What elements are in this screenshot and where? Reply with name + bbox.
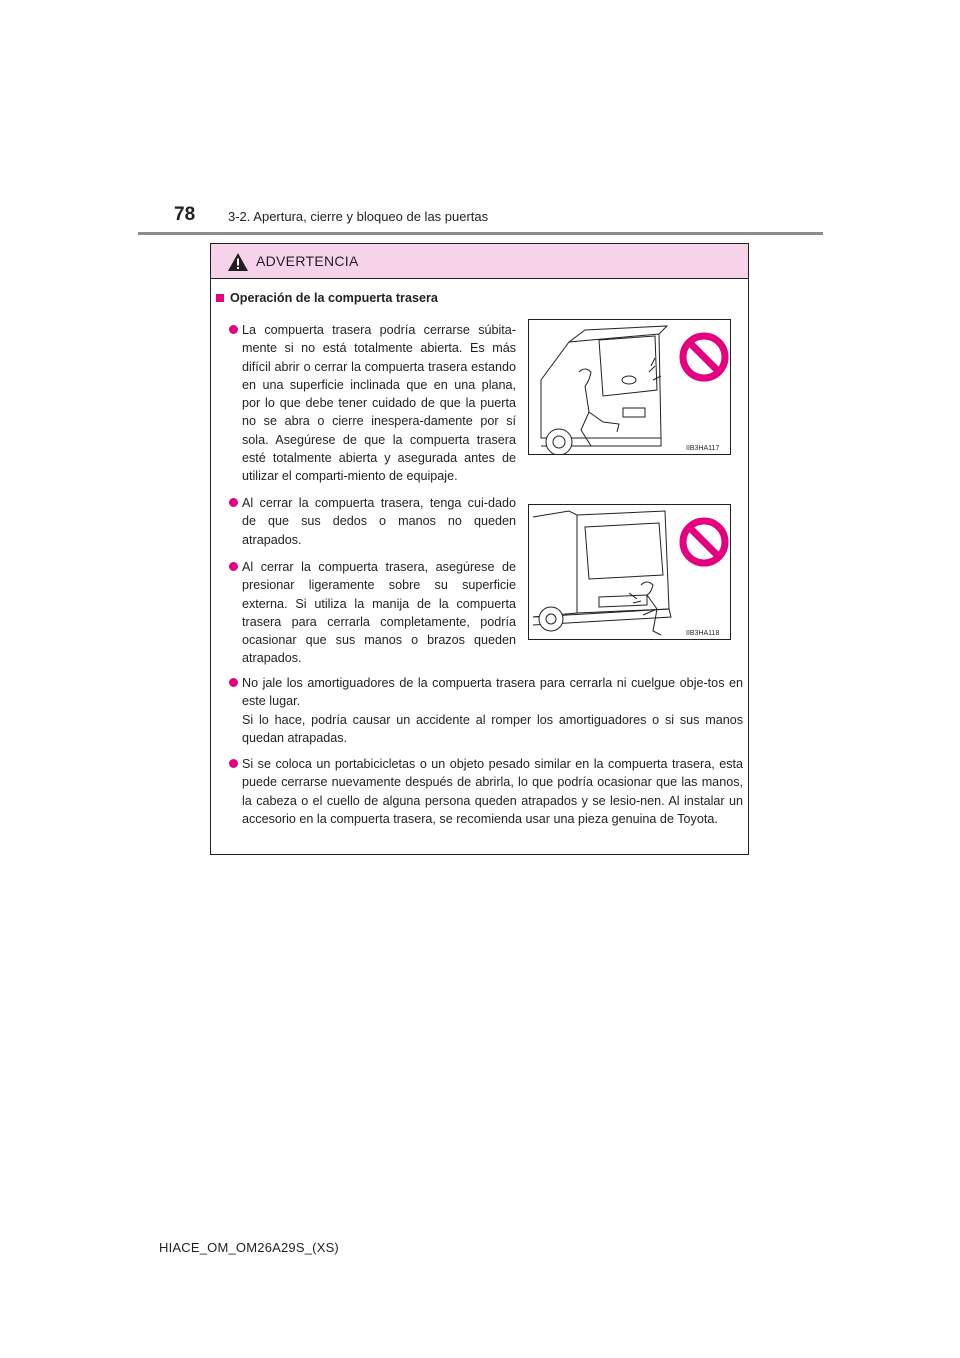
- warning-item-text: Si se coloca un portabicicletas o un objeto pesado similar en la compuerta trasera, esta puede cerrarse nuevamente después de abrirla, lo que podría ocasionar que las manos, la cabeza o el cuello de alguna persona queden atrapados y se lesio-nen. Al instalar un accesorio en la compuerta trasera, se recomienda usar una pieza genuina de Toyota.: [242, 757, 743, 826]
- figure-1: [528, 319, 731, 455]
- warning-subheading: [216, 291, 438, 305]
- warning-item-text-continued: Si lo hace, podría causar un accidente al romper los amortiguadores o si sus manos quedan atrapadas.: [242, 712, 743, 745]
- bullet-dot-icon: [229, 498, 238, 507]
- warning-item-text: No jale los amortiguadores de la compuerta trasera para cerrarla ni cuelgue obje-tos en este lugar.: [242, 676, 743, 709]
- warning-item-5: [242, 755, 743, 828]
- warning-item-4: [242, 674, 743, 747]
- warning-box: [210, 243, 749, 855]
- figure-2-code: IIB3HA118: [686, 630, 720, 637]
- page-number: 78: [174, 204, 196, 225]
- square-bullet-icon: [216, 294, 224, 302]
- bullet-dot-icon: [229, 325, 238, 334]
- prohibition-icon: [679, 517, 729, 567]
- figure-1-code: IIB3HA117: [686, 445, 720, 452]
- warning-item-text: Al cerrar la compuerta trasera, tenga cui-dado de que sus dedos o manos no queden atrapados.: [242, 496, 516, 547]
- figure-2: [528, 504, 731, 640]
- bullet-dot-icon: [229, 759, 238, 768]
- warning-item-3: [242, 558, 516, 668]
- bullet-dot-icon: [229, 678, 238, 687]
- warning-header: [211, 244, 748, 279]
- document-id-footer: HIACE_OM_OM26A29S_(XS): [159, 1240, 339, 1255]
- warning-item-2: [242, 494, 516, 549]
- warning-title: ADVERTENCIA: [256, 253, 359, 269]
- warning-item-text: La compuerta trasera podría cerrarse súbita-mente si no está totalmente abierta. Es más difícil abrir o cerrar la compuerta trasera estando en una superficie inclinada que en una plana, por lo que debe tener cuidado de que la puerta no se abra o cierre inespera-damente por sí sola. Asegúrese de que la compuerta trasera esté totalmente abierta y asegurada antes de utilizar el comparti-miento de equipaje.: [242, 323, 516, 484]
- subheading-text: Operación de la compuerta trasera: [230, 291, 438, 305]
- warning-item-text: Al cerrar la compuerta trasera, asegúrese de presionar ligeramente sobre su superficie externa. Si utiliza la manija de la compuerta trasera para cerrarla completamente, podría ocasionar que sus manos o brazos queden atrapados.: [242, 560, 516, 666]
- prohibition-icon: [679, 332, 729, 382]
- warning-triangle-icon: [227, 252, 249, 272]
- bullet-dot-icon: [229, 562, 238, 571]
- section-title: 3-2. Apertura, cierre y bloqueo de las puertas: [228, 209, 489, 224]
- header-rule: [138, 232, 823, 235]
- warning-item-1: [242, 321, 516, 486]
